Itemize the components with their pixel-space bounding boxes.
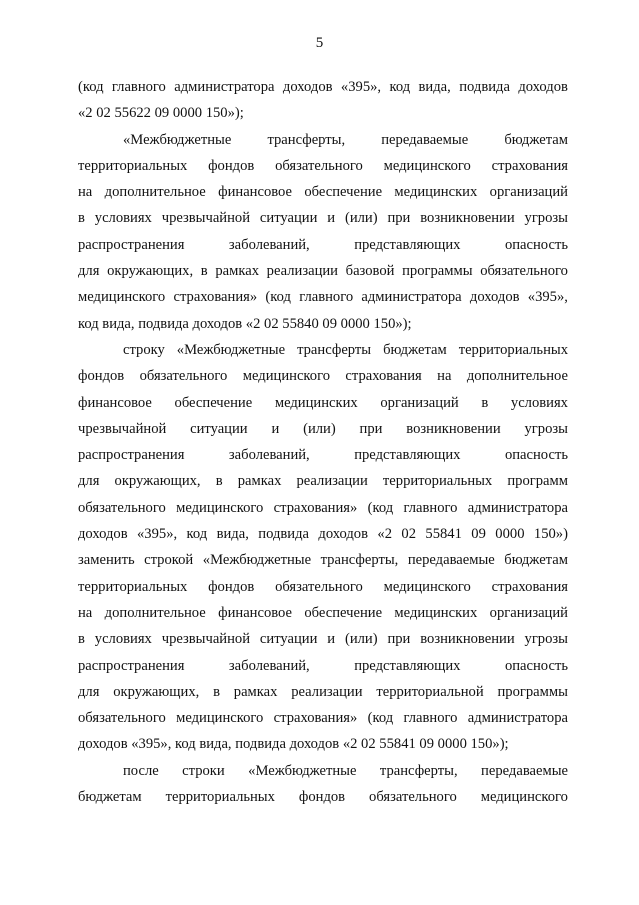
word: ситуации <box>190 420 248 437</box>
text-line <box>78 653 568 679</box>
word: заболеваний, <box>228 447 310 464</box>
word: на <box>78 184 93 201</box>
word: главного <box>403 710 458 727</box>
word: страхования <box>491 578 568 595</box>
text-line <box>78 284 568 310</box>
word: 09 <box>471 526 486 543</box>
word: возникновении <box>420 631 515 648</box>
word: финансовое <box>78 394 152 411</box>
word: при <box>387 631 411 648</box>
word: на <box>437 368 452 385</box>
word: бюджетам <box>504 552 568 569</box>
word: представляющих <box>354 236 461 253</box>
word: обязательного <box>275 578 363 595</box>
word: трансферты, <box>379 762 458 779</box>
word: доходов <box>282 79 333 95</box>
word: обязательного <box>369 789 457 806</box>
word: обязательного <box>78 499 166 516</box>
word: территориальных <box>78 578 188 595</box>
word: трансферты, <box>320 552 399 569</box>
word: возникновении <box>420 210 515 227</box>
word: чрезвычайной <box>78 420 167 437</box>
word: администратора <box>467 710 568 727</box>
word: «2 <box>377 526 392 543</box>
word: медицинского <box>383 157 471 174</box>
text-line <box>78 521 568 547</box>
word: при <box>359 420 383 437</box>
text-line <box>78 626 568 652</box>
word: организаций <box>380 394 459 411</box>
word: 55841 <box>425 526 462 543</box>
word: 150») <box>533 526 568 543</box>
word: условиях <box>94 631 152 648</box>
word: представляющих <box>354 447 461 464</box>
text-line <box>78 74 568 100</box>
word: в <box>215 473 223 490</box>
text-line <box>78 363 568 389</box>
word: страхования <box>345 368 422 385</box>
word: территориальных <box>165 789 275 806</box>
word: «Межбюджетные <box>176 341 286 358</box>
word: обязательного <box>139 368 228 385</box>
word: финансовое <box>218 604 293 621</box>
word: (или) <box>344 210 378 227</box>
word: территориальных <box>78 157 188 174</box>
word: «395», <box>137 526 178 543</box>
word: (код <box>367 499 394 516</box>
word: рамках <box>237 473 282 490</box>
word: медицинских <box>394 184 478 201</box>
word: медицинских <box>274 394 358 411</box>
word: код <box>389 79 411 95</box>
word: окружающих, <box>114 473 201 490</box>
word: программы <box>497 683 568 700</box>
word: страхования <box>491 157 568 174</box>
word: опасность <box>504 447 568 464</box>
word: территориальных <box>382 473 493 490</box>
word: рамках <box>215 263 260 280</box>
word: «395», <box>527 289 568 306</box>
word: опасность <box>504 657 568 674</box>
word: «Межбюджетные <box>123 131 232 148</box>
word: и <box>327 631 336 648</box>
word: финансовое <box>218 184 293 201</box>
word: страхования» <box>273 499 358 516</box>
word: медицинского <box>176 499 264 516</box>
word: доходов <box>469 289 520 306</box>
word: при <box>387 210 411 227</box>
word: возникновении <box>406 420 501 437</box>
word: код <box>186 526 208 543</box>
word: медицинского <box>480 789 568 806</box>
word: опасность <box>504 236 568 253</box>
word: страхования» <box>273 710 358 727</box>
word: 0000 <box>495 526 525 543</box>
text-line <box>78 442 568 468</box>
word: строкой <box>144 552 194 569</box>
word: чрезвычайной <box>161 210 251 227</box>
word: (или) <box>303 420 336 437</box>
word: условиях <box>94 210 152 227</box>
word: медицинского <box>383 578 471 595</box>
text-line <box>78 679 568 705</box>
word: программы <box>402 263 473 280</box>
word: дополнительное <box>104 604 206 621</box>
word: 02 <box>401 526 416 543</box>
word: в <box>481 394 489 411</box>
word: страхования» <box>173 289 258 306</box>
text-line <box>123 127 568 153</box>
word: медицинских <box>394 604 478 621</box>
word: территориальных <box>458 341 568 358</box>
word: подвида <box>258 526 309 543</box>
text-line <box>78 784 568 810</box>
word: и <box>327 210 336 227</box>
text-line <box>123 337 568 363</box>
word: главного <box>111 79 166 95</box>
word: (или) <box>344 631 378 648</box>
text-line <box>78 547 568 573</box>
text-line <box>78 205 568 231</box>
text-line <box>78 258 568 284</box>
word: трансферты <box>297 341 372 358</box>
text-line <box>78 495 568 521</box>
word: бюджетам <box>504 131 568 148</box>
word: для <box>78 683 100 700</box>
word: «Межбюджетные <box>248 762 357 779</box>
word: фондов <box>208 578 255 595</box>
word: бюджетам <box>78 789 142 806</box>
word: заболеваний, <box>228 657 310 674</box>
word: «395», <box>340 79 382 95</box>
text-line <box>78 179 568 205</box>
word: «Межбюджетные <box>202 552 312 569</box>
word: трансферты, <box>267 131 346 148</box>
word: чрезвычайной <box>161 631 251 648</box>
word: ситуации <box>259 210 318 227</box>
text-line <box>78 153 568 179</box>
word: строки <box>182 762 225 779</box>
word: дополнительное <box>104 184 206 201</box>
word: для <box>78 263 100 280</box>
word: реализации <box>291 683 363 700</box>
text-line: «2 02 55622 09 0000 150»); <box>78 105 244 122</box>
text-line <box>78 574 568 600</box>
word: медицинского <box>242 368 330 385</box>
word: в <box>200 263 208 280</box>
word: организаций <box>489 184 568 201</box>
word: представляющих <box>354 657 461 674</box>
word: главного <box>403 499 458 516</box>
word: базовой <box>345 263 395 280</box>
word: условиях <box>510 394 568 411</box>
word: распространения <box>78 657 185 674</box>
word: угрозы <box>524 210 568 227</box>
word: медицинского <box>78 289 166 306</box>
word: окружающих, <box>107 263 194 280</box>
word: заменить <box>78 552 135 569</box>
word: угрозы <box>524 631 568 648</box>
word: территориальной <box>376 683 484 700</box>
word: передаваемые <box>381 131 469 148</box>
word: реализации <box>266 263 338 280</box>
word: вида, <box>418 79 451 95</box>
word: после <box>123 762 159 779</box>
word: подвида <box>459 79 510 95</box>
text-line <box>123 758 568 784</box>
word: главного <box>299 289 354 306</box>
text-line: код вида, подвида доходов «2 02 55840 09 0000 150»); <box>78 315 412 332</box>
word: обеспечение <box>304 184 383 201</box>
page-number: 5 <box>315 35 324 51</box>
word: администратора <box>361 289 462 306</box>
word: окружающих, <box>113 683 200 700</box>
text-line <box>78 390 568 416</box>
word: в <box>78 631 85 648</box>
word: распространения <box>78 447 185 464</box>
word: для <box>78 473 100 490</box>
word: в <box>213 683 220 700</box>
text-line <box>78 705 568 731</box>
text-line <box>78 600 568 626</box>
word: дополнительное <box>466 368 568 385</box>
word: обязательного <box>480 263 568 280</box>
word: администратора <box>174 79 275 95</box>
word: программ <box>507 473 568 490</box>
word: и <box>271 420 280 437</box>
word: медицинского <box>176 710 264 727</box>
word: (код <box>367 710 394 727</box>
word: рамках <box>233 683 278 700</box>
word: обеспечение <box>304 604 383 621</box>
word: передаваемые <box>481 762 568 779</box>
word: бюджетам <box>383 341 447 358</box>
word: передаваемые <box>407 552 495 569</box>
word: реализации <box>296 473 368 490</box>
word: (код <box>78 79 104 95</box>
word: доходов <box>318 526 368 543</box>
word: ситуации <box>259 631 318 648</box>
word: на <box>78 604 93 621</box>
word: доходов <box>518 79 568 95</box>
text-line <box>78 232 568 258</box>
word: фондов <box>298 789 346 806</box>
word: вида, <box>216 526 249 543</box>
word: (код <box>265 289 291 306</box>
word: заболеваний, <box>228 236 310 253</box>
document-body <box>78 74 568 810</box>
text-line: доходов «395», код вида, подвида доходов «2 02 55841 09 0000 150»); <box>78 736 509 753</box>
word: фондов <box>78 368 125 385</box>
text-line <box>78 416 568 442</box>
word: в <box>78 210 85 227</box>
word: обязательного <box>78 710 166 727</box>
word: администратора <box>467 499 568 516</box>
word: угрозы <box>524 420 568 437</box>
word: доходов <box>78 526 128 543</box>
word: обеспечение <box>174 394 253 411</box>
text-line <box>78 468 568 494</box>
word: распространения <box>78 236 185 253</box>
word: строку <box>123 341 165 358</box>
word: фондов <box>208 157 255 174</box>
word: организаций <box>489 604 568 621</box>
word: обязательного <box>275 157 363 174</box>
